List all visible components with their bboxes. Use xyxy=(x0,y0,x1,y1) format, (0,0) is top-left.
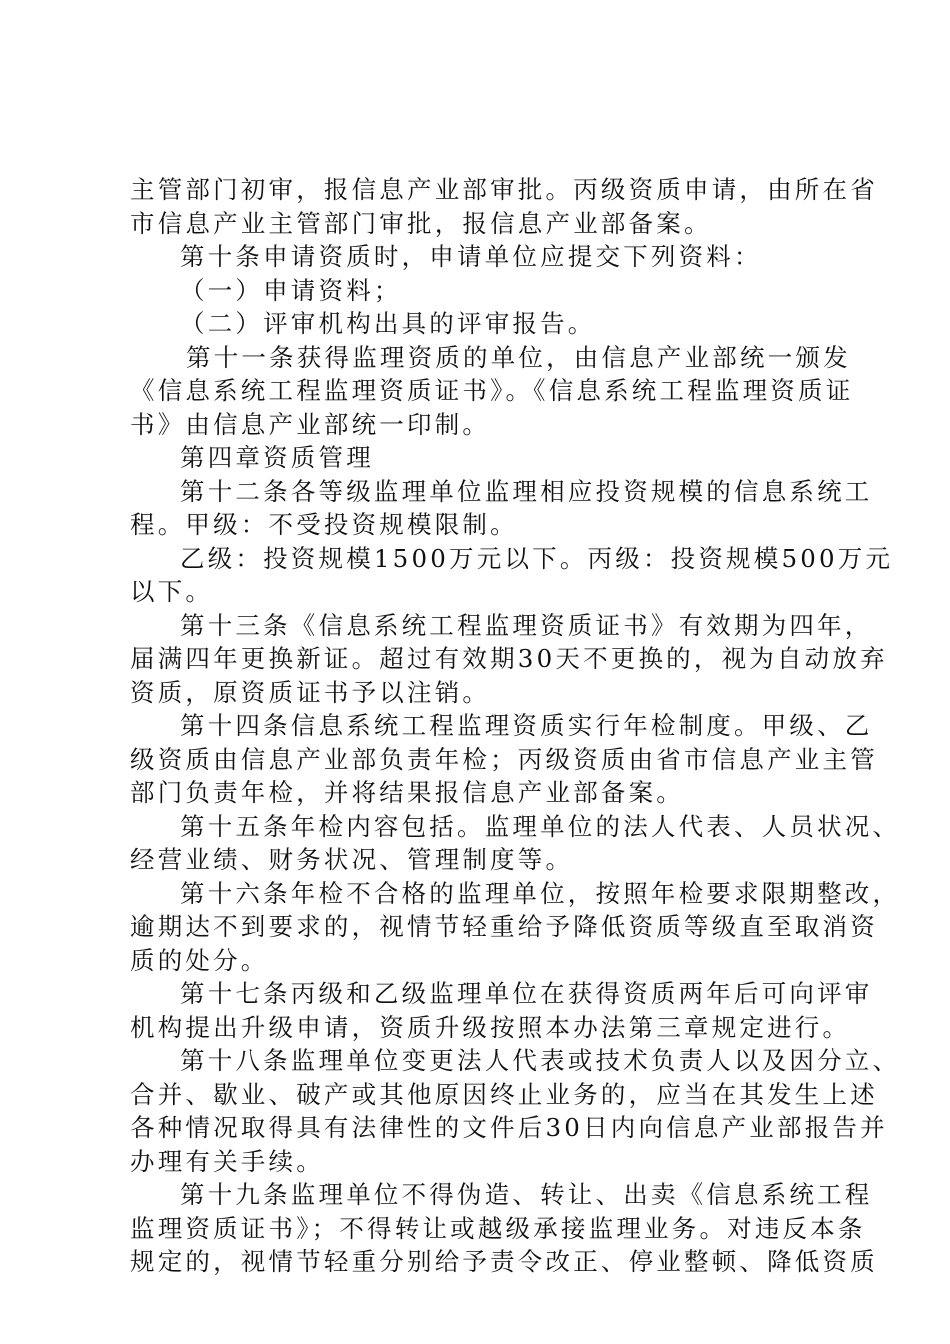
text-line: 各种情况取得具有法律性的文件后30日内向信息产业部报告并 xyxy=(130,1113,888,1142)
text-line: 经营业绩、财务状况、管理制度等。 xyxy=(130,845,574,874)
text-line: 《信息系统工程监理资质证书》。《信息系统工程监理资质证 xyxy=(130,376,854,405)
chapter-heading: 第四章资质管理 xyxy=(180,443,374,472)
text-line: 办理有关手续。 xyxy=(130,1146,324,1176)
article-17-text: 第十七条丙级和乙级监理单位在获得资质两年后可向评审 xyxy=(180,979,873,1008)
text-line: 质的处分。 xyxy=(130,945,269,975)
document-body xyxy=(130,173,901,1279)
text-line: 市信息产业主管部门审批，报信息产业部备案。 xyxy=(130,208,712,238)
article-11-text: 第十一条获得监理资质的单位，由信息产业部统一颁发 xyxy=(186,342,851,372)
text-line: 部门负责年检，并将结果报信息产业部备案。 xyxy=(130,778,684,807)
text-line: 监理资质证书》；不得转让或越级承接监理业务。对违反本条 xyxy=(130,1213,866,1243)
list-item: （二）评审机构出具的评审报告。 xyxy=(180,309,596,338)
text-line: 规定的，视情节轻重分别给予责令改正、停业整顿、降低资质 xyxy=(130,1247,878,1276)
text-line: 乙级：投资规模1500万元以下。丙级：投资规模500万元 xyxy=(180,543,894,573)
text-line: 以下。 xyxy=(130,577,214,606)
text-line: 资质，原资质证书予以注销。 xyxy=(130,677,491,707)
text-line: 主管部门初审，报信息产业部审批。丙级资质申请，由所在省 xyxy=(130,175,878,204)
article-18-text: 第十八条监理单位变更法人代表或技术负责人以及因分立、 xyxy=(180,1046,901,1075)
text-line: 书》由信息产业部统一印制。 xyxy=(130,409,491,439)
article-19-text: 第十九条监理单位不得伪造、转让、出卖《信息系统工程 xyxy=(180,1180,873,1209)
article-15-text: 第十五条年检内容包括。监理单位的法人代表、人员状况、 xyxy=(180,811,901,841)
article-14-text: 第十四条信息系统工程监理资质实行年检制度。甲级、乙 xyxy=(180,711,873,740)
text-line: 逾期达不到要求的，视情节轻重给予降低资质等级直至取消资 xyxy=(130,912,878,941)
article-13-text: 第十三条《信息系统工程监理资质证书》有效期为四年， xyxy=(180,610,873,640)
list-item: （一）申请资料； xyxy=(180,275,402,305)
article-10-heading: 第十条申请资质时，申请单位应提交下列资料： xyxy=(180,242,762,271)
article-12-text: 第十二条各等级监理单位监理相应投资规模的信息系统工 xyxy=(180,476,873,506)
text-line: 合并、歇业、破产或其他原因终止业务的，应当在其发生上述 xyxy=(130,1079,878,1109)
text-line: 机构提出升级申请，资质升级按照本办法第三章规定进行。 xyxy=(130,1012,851,1042)
text-line: 级资质由信息产业部负责年检；丙级资质由省市信息产业主管 xyxy=(130,744,878,774)
text-line: 程。甲级：不受投资规模限制。 xyxy=(130,510,518,539)
text-line: 届满四年更换新证。超过有效期30天不更换的，视为自动放弃 xyxy=(130,644,888,673)
article-16-text: 第十六条年检不合格的监理单位，按照年检要求限期整改， xyxy=(180,878,901,908)
